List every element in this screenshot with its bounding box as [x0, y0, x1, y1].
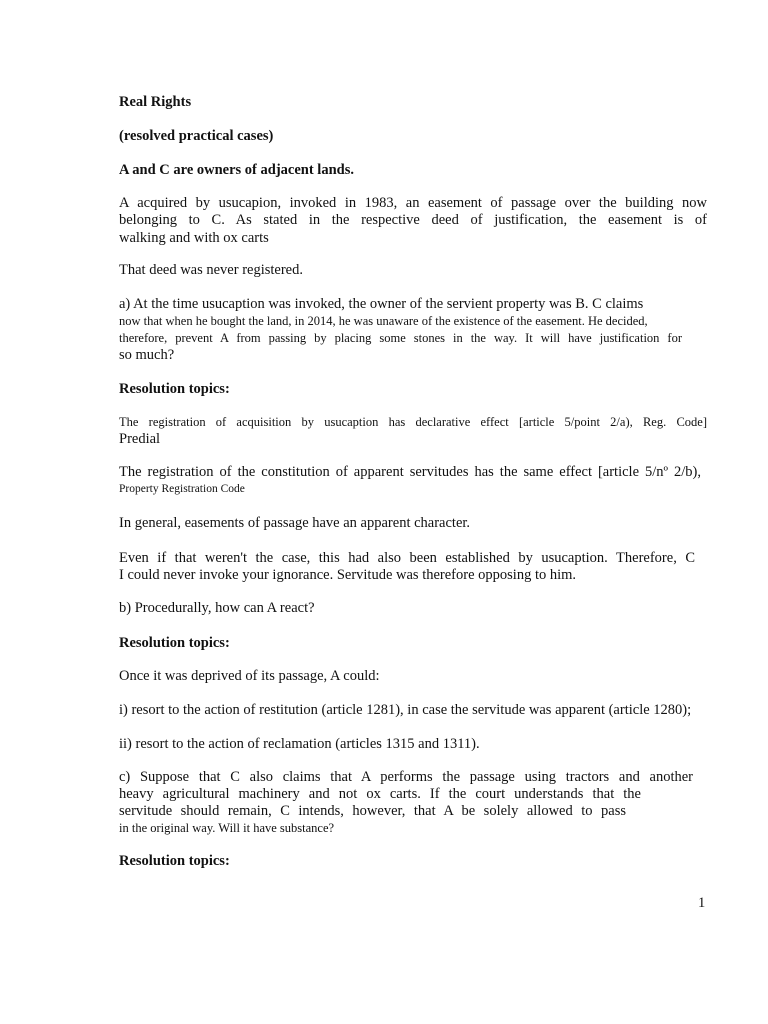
- list-item: i) resort to the action of restitution (article 1281), in case the servitude was apparent (article 1280);: [119, 702, 692, 718]
- paragraph: In general, easements of passage have an apparent character.: [119, 515, 471, 531]
- question-c-line: heavy agricultural machinery and not ox carts. If the court understands that the: [119, 786, 641, 802]
- question-a-line: so much?: [119, 347, 175, 363]
- question-a-line: therefore, prevent A from passing by placing some stones in the way. It will have justification for: [119, 331, 682, 345]
- resolution-topics-label: Resolution topics:: [119, 635, 230, 651]
- resolution-line: Predial: [119, 431, 161, 447]
- resolution-line: The registration of the constitution of apparent servitudes has the same effect [article 5/nº 2/b),: [119, 464, 701, 480]
- paragraph-line: belonging to C. As stated in the respective deed of justification, the easement is of: [119, 212, 707, 228]
- document-title: Real Rights: [119, 94, 192, 110]
- case-heading: A and C are owners of adjacent lands.: [119, 162, 354, 178]
- question-a-line: now that when he bought the land, in 2014, he was unaware of the existence of the easement. He decided,: [119, 314, 648, 328]
- question-c-line: in the original way. Will it have substance?: [119, 821, 335, 835]
- paragraph-line: I could never invoke your ignorance. Servitude was therefore opposing to him.: [119, 567, 577, 583]
- paragraph: That deed was never registered.: [119, 262, 303, 278]
- paragraph-line: Even if that weren't the case, this had also been established by usucaption. Therefore, C: [119, 550, 695, 566]
- paragraph: Once it was deprived of its passage, A could:: [119, 668, 380, 684]
- document-subtitle: (resolved practical cases): [119, 128, 274, 144]
- question-c-line: c) Suppose that C also claims that A performs the passage using tractors and another: [119, 769, 693, 785]
- resolution-line: The registration of acquisition by usucaption has declarative effect [article 5/point 2/a), Reg. Code]: [119, 415, 707, 429]
- question-c-line: servitude should remain, C intends, however, that A be solely allowed to pass: [119, 803, 626, 819]
- paragraph-line: walking and with ox carts: [119, 230, 269, 246]
- resolution-topics-label: Resolution topics:: [119, 381, 230, 397]
- list-item: ii) resort to the action of reclamation (articles 1315 and 1311).: [119, 736, 480, 752]
- resolution-topics-label: Resolution topics:: [119, 853, 230, 869]
- page-number: 1: [698, 895, 706, 911]
- question-a-line: a) At the time usucaption was invoked, the owner of the servient property was B. C claims: [119, 296, 644, 312]
- resolution-line: Property Registration Code: [119, 483, 245, 495]
- paragraph-line: A acquired by usucapion, invoked in 1983, an easement of passage over the building now: [119, 195, 707, 211]
- question-b: b) Procedurally, how can A react?: [119, 600, 315, 616]
